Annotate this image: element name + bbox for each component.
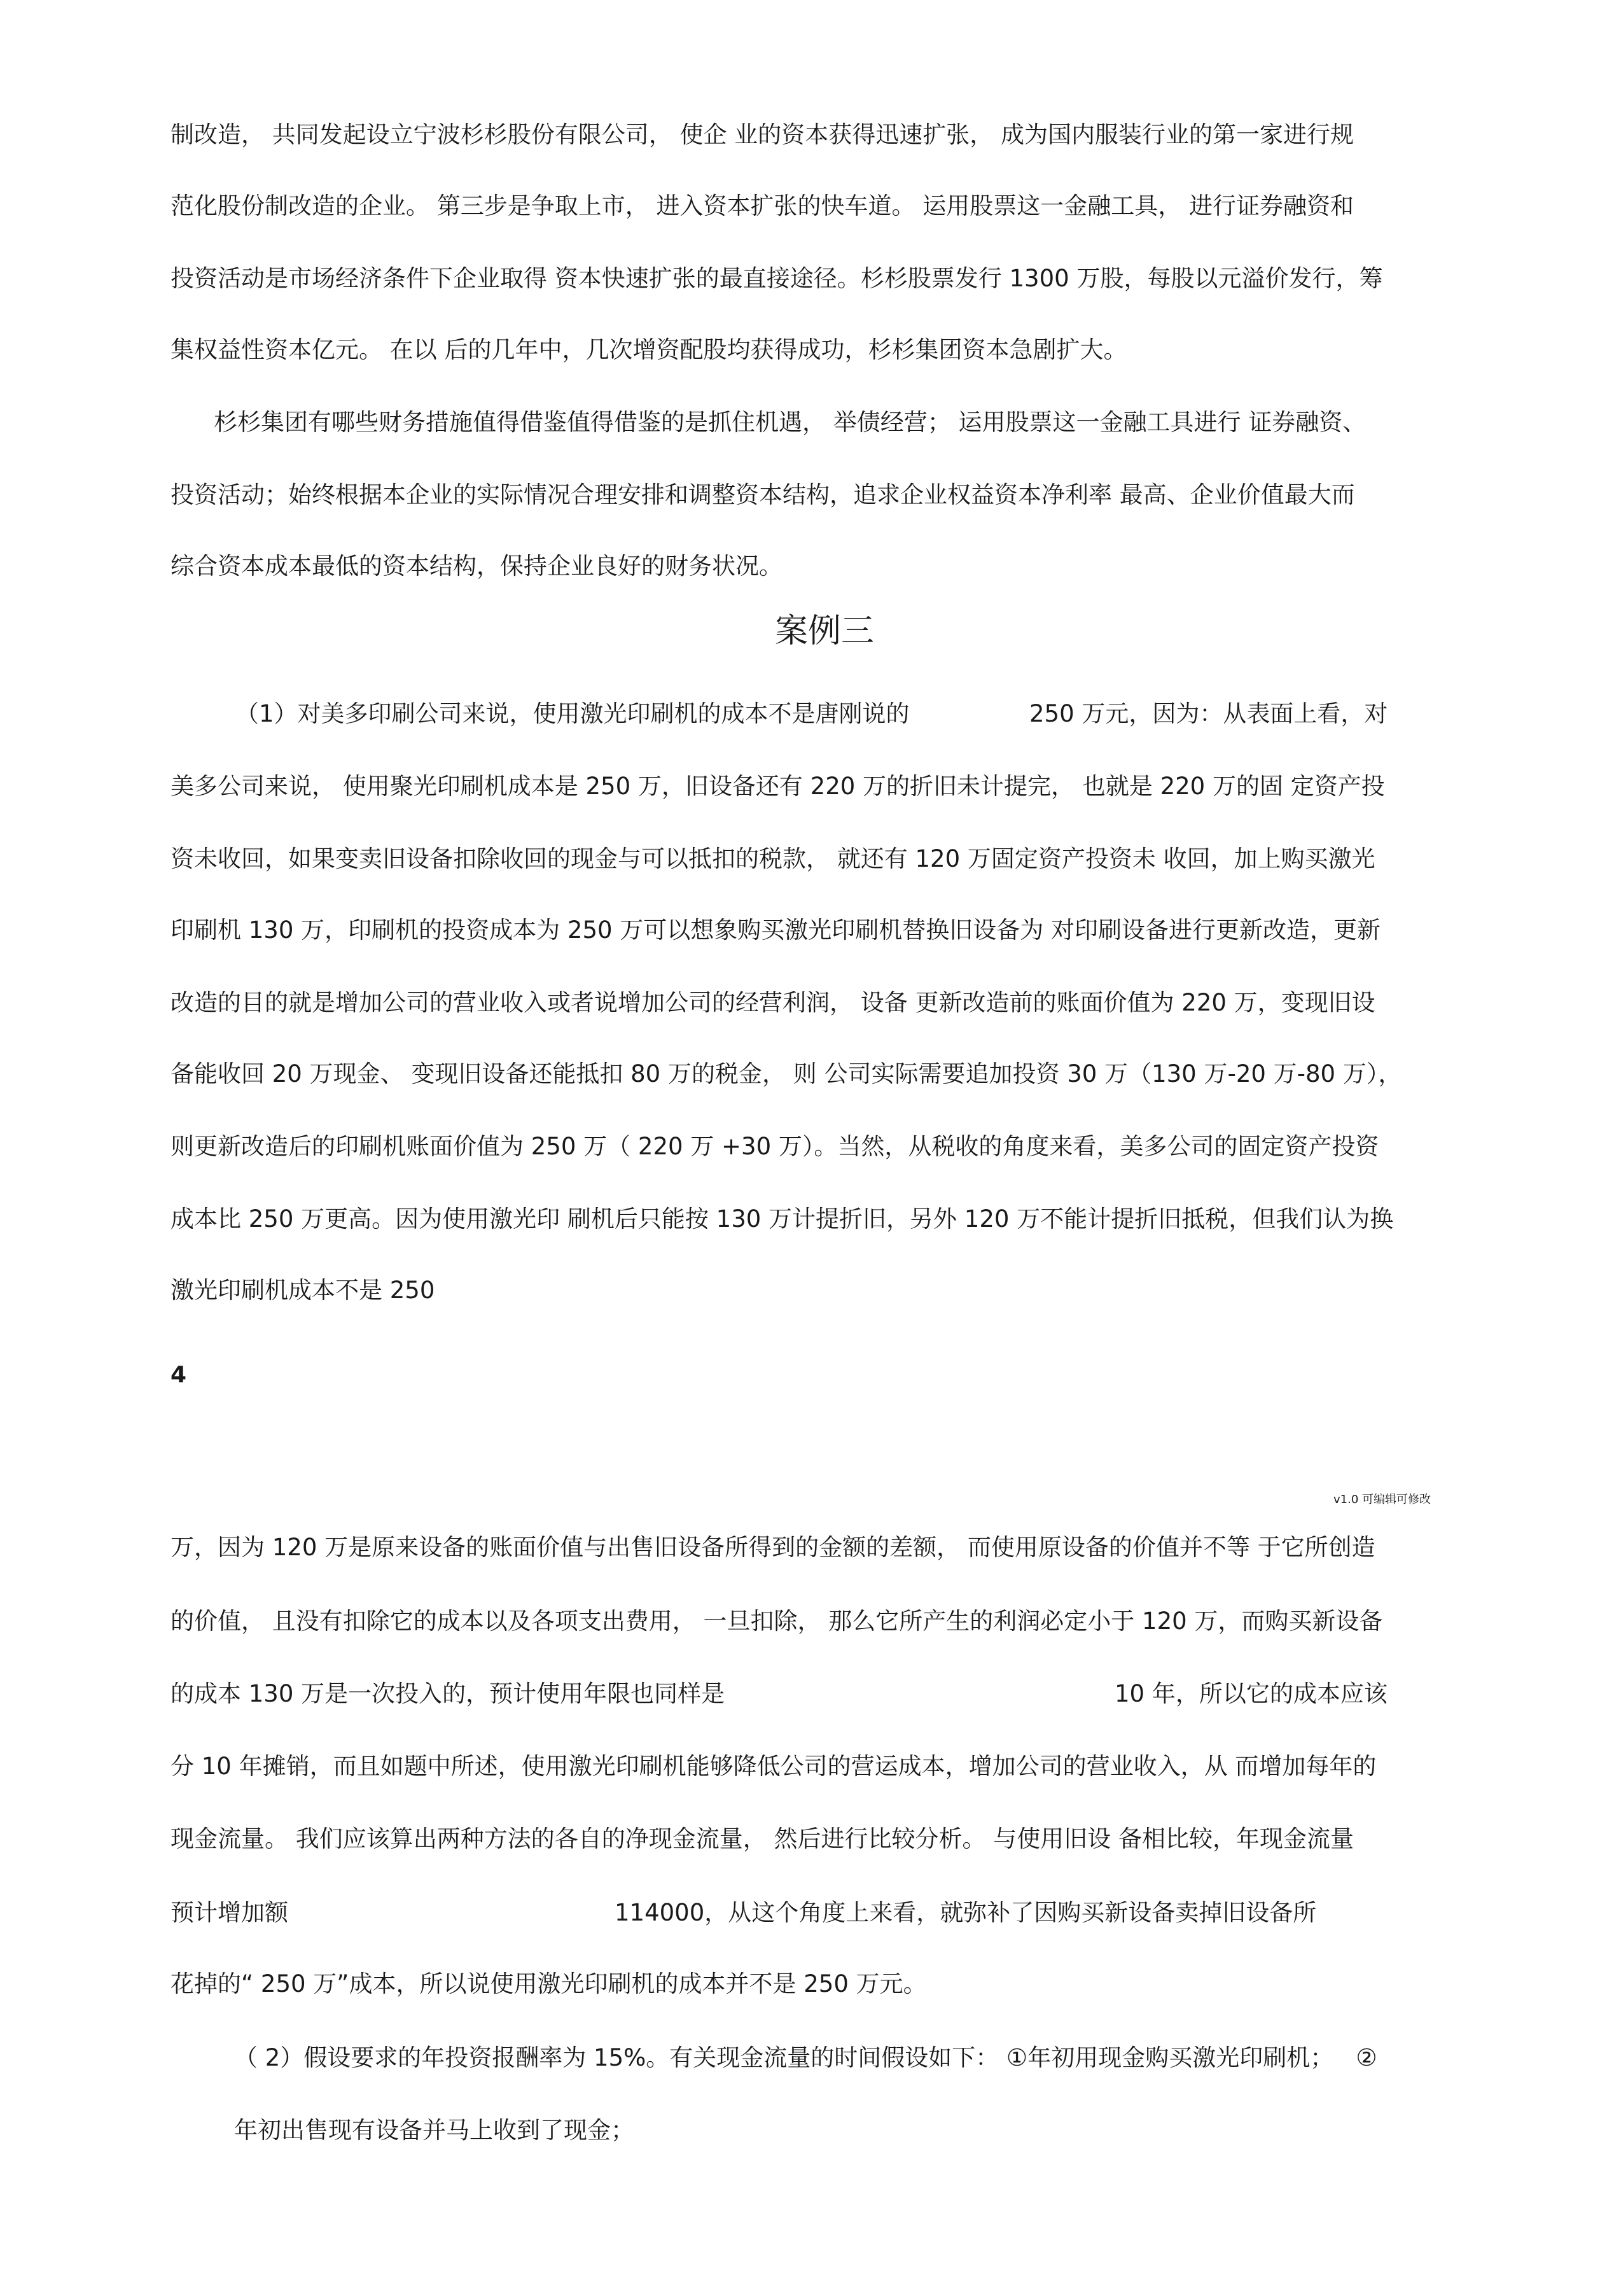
body-line: 万，因为 120 万是原来设备的账面价值与出售旧设备所得到的金额的差额， 而使用原设备的价值并不等 于它所创造	[170, 1534, 1375, 1561]
body-line: 250 万元，因为：从表面上看，对	[1029, 700, 1388, 727]
body-line: 预计增加额	[170, 1899, 288, 1926]
body-line: 10 年，所以它的成本应该	[1115, 1680, 1388, 1707]
body-line: 114000，从这个角度上来看，就弥补了因购买新设备卖掉旧设备所	[615, 1899, 1317, 1926]
body-line: 备能收回 20 万现金、 变现旧设备还能抵扣 80 万的税金， 则 公司实际需要追加投资 30 万（130 万-20 万-80 万），	[170, 1060, 1402, 1088]
body-line: 成本比 250 万更高。因为使用激光印 刷机后只能按 130 万计提折旧，另外 120 万不能计提折旧抵税，但我们认为换	[170, 1205, 1394, 1233]
body-line: 印刷机 130 万，印刷机的投资成本为 250 万可以想象购买激光印刷机替换旧设备为 对印刷设备进行更新改造，更新	[170, 916, 1381, 944]
body-line: 改造的目的就是增加公司的营业收入或者说增加公司的经营利润， 设备 更新改造前的账面价值为 220 万，变现旧设	[170, 989, 1375, 1016]
body-line: （1）对美多印刷公司来说，使用激光印刷机的成本不是唐刚说的	[235, 700, 910, 727]
body-line: 投资活动是市场经济条件下企业取得 资本快速扩张的最直接途径。杉杉股票发行 1300 万股，每股以元溢价发行，筹	[170, 265, 1383, 292]
body-line: 的价值， 且没有扣除它的成本以及各项支出费用， 一旦扣除， 那么它所产生的利润必定小于 120 万，而购买新设备	[170, 1607, 1383, 1635]
body-line: （ 2）假设要求的年投资报酬率为 15%。有关现金流量的时间假设如下： ①年初用现金购买激光印刷机； ②	[234, 2044, 1377, 2071]
body-line: 分 10 年摊销，而且如题中所述，使用激光印刷机能够降低公司的营运成本，增加公司的营业收入，从 而增加每年的	[170, 1753, 1377, 1780]
page-number: 4	[170, 1362, 187, 1388]
body-line: 现金流量。 我们应该算出两种方法的各自的净现金流量， 然后进行比较分析。 与使用旧设 备相比较，年现金流量	[170, 1825, 1354, 1852]
body-line: 年初出售现有设备并马上收到了现金；	[234, 2117, 634, 2144]
version-label: v1.0 可编辑可修改	[1333, 1493, 1431, 1506]
section-title: 案例三	[775, 612, 875, 650]
body-line: 综合资本成本最低的资本结构，保持企业良好的财务状况。	[170, 552, 783, 580]
body-line: 的成本 130 万是一次投入的，预计使用年限也同样是	[170, 1680, 725, 1707]
body-line: 制改造， 共同发起设立宁波杉杉股份有限公司， 使企 业的资本获得迅速扩张， 成为国内服装行业的第一家进行规	[170, 121, 1354, 148]
body-line: 花掉的“ 250 万”成本，所以说使用激光印刷机的成本并不是 250 万元。	[170, 1970, 927, 1998]
body-line: 投资活动；始终根据本企业的实际情况合理安排和调整资本结构，追求企业权益资本净利率 最高、企业价值最大而	[170, 481, 1355, 508]
body-line: 集权益性资本亿元。 在以 后的几年中，几次增资配股均获得成功，杉杉集团资本急剧扩大。	[170, 336, 1127, 363]
body-line: 激光印刷机成本不是 250	[170, 1277, 435, 1304]
body-line: 资未收回，如果变卖旧设备扣除收回的现金与可以抵扣的税款， 就还有 120 万固定资产投资未 收回，加上购买激光	[170, 845, 1375, 872]
body-line: 杉杉集团有哪些财务措施值得借鉴值得借鉴的是抓住机遇， 举债经营； 运用股票这一金融工具进行 证券融资、	[214, 409, 1367, 436]
body-line: 范化股份制改造的企业。 第三步是争取上市， 进入资本扩张的快车道。 运用股票这一金融工具， 进行证券融资和	[170, 192, 1354, 220]
body-line: 美多公司来说， 使用聚光印刷机成本是 250 万，旧设备还有 220 万的折旧未计提完， 也就是 220 万的固 定资产投	[170, 773, 1385, 800]
body-line: 则更新改造后的印刷机账面价值为 250 万（ 220 万 +30 万）。当然，从税收的角度来看，美多公司的固定资产投资	[170, 1133, 1379, 1160]
